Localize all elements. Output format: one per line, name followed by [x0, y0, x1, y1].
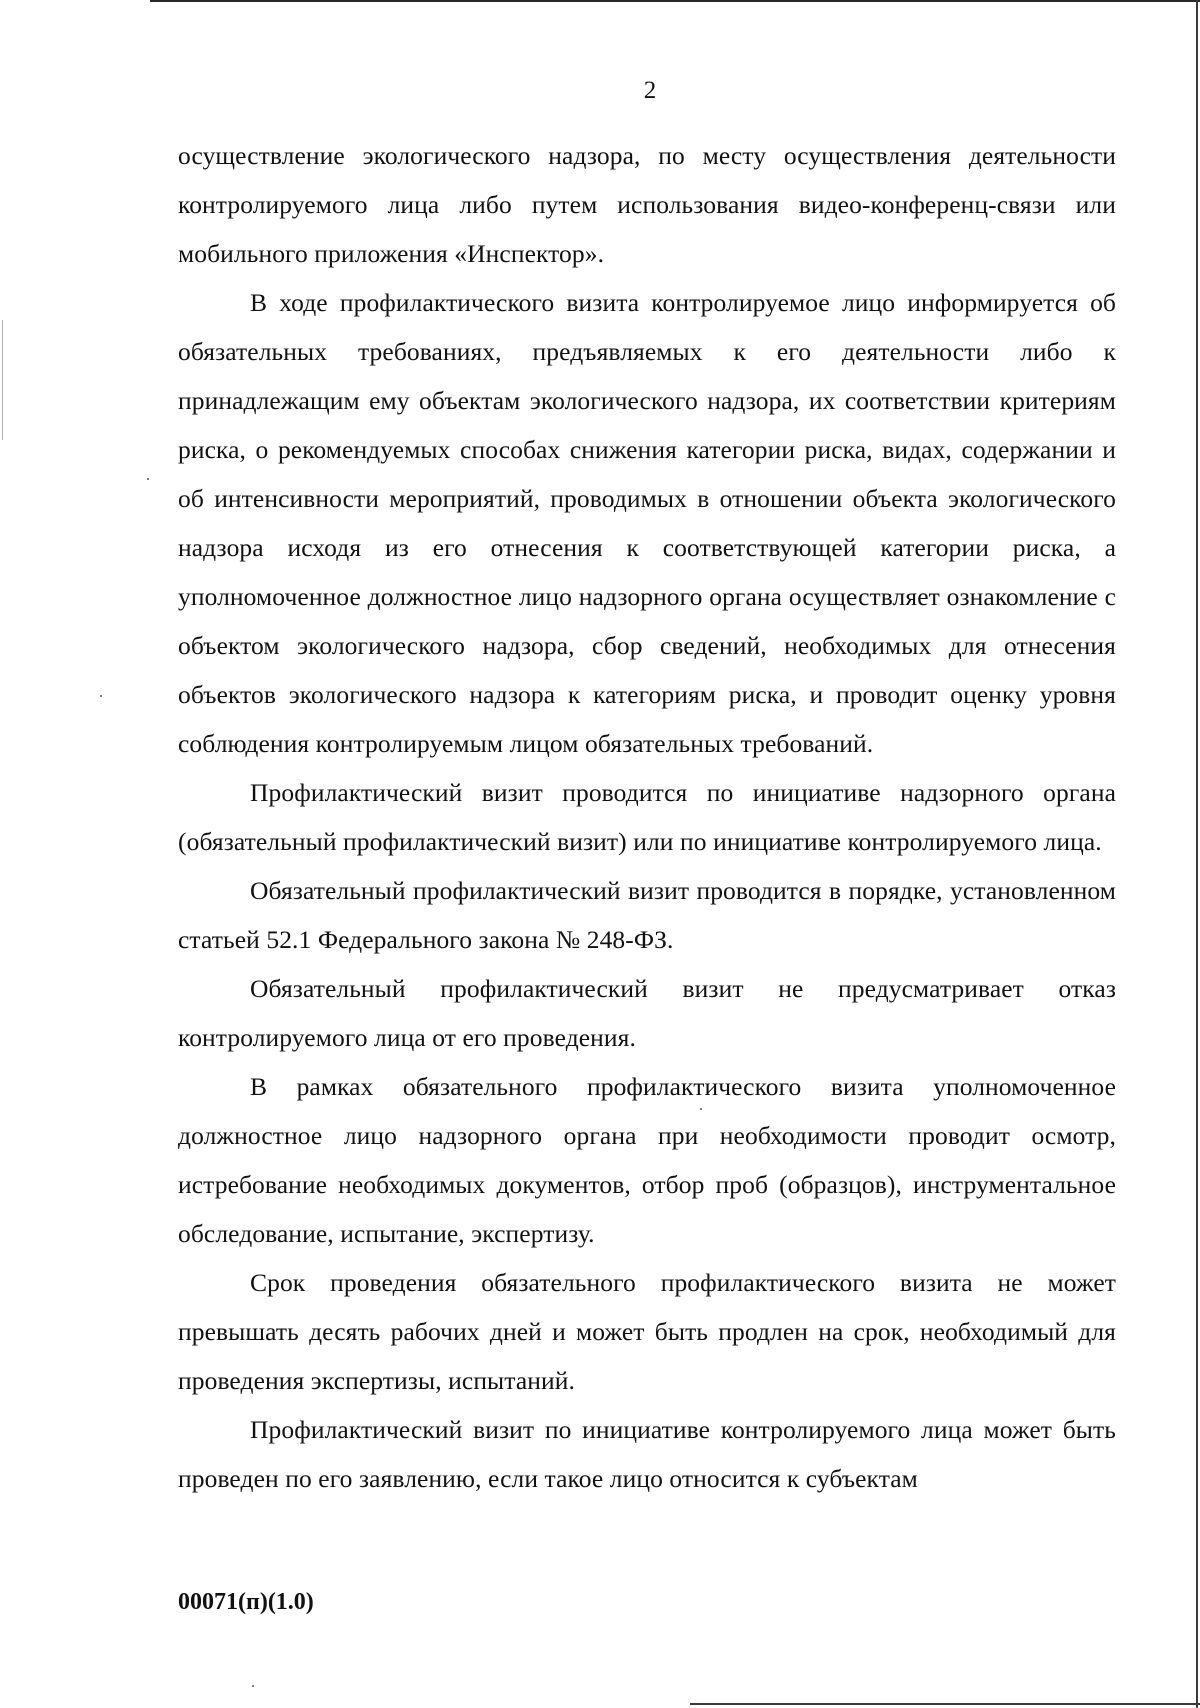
page-number: 2: [643, 77, 657, 104]
scan-edge-right: [1196, 0, 1198, 1708]
paragraph-7: Срок проведения обязательного профилактического визита не может превышать десять рабочих дней и может быть продлен на срок, необходимый для проведения экспертизы, испытаний.: [178, 1268, 1116, 1395]
paragraph-6: В рамках обязательного профилактического визита уполномоченное должностное лицо надзорного органа при необходимости проводит осмотр, истребование необходимых документов, отбор проб (образцов), инструментальное обследование, испытание, экспертизу.: [178, 1072, 1116, 1248]
scan-edge-bottom: [690, 1703, 1200, 1705]
scan-speck: [147, 478, 149, 480]
paragraph-5: Обязательный профилактический визит не предусматривает отказ контролируемого лица от его проведения.: [178, 974, 1116, 1052]
paragraph-3: Профилактический визит проводится по инициативе надзорного органа (обязательный профилактический визит) или по инициативе контролируемого лица.: [178, 778, 1116, 856]
scan-speck: [100, 695, 102, 697]
paragraph-2: В ходе профилактического визита контролируемое лицо информируется об обязательных требованиях, предъявляемых к его деятельности либо к принадлежащим ему объектам экологического надзора, их соответствии критериям риска, о рекомендуемых способах снижения категории риска, видах, содержании и об интенсивности мероприятий, проводимых в отношении объекта экологического надзора исходя из его отнесения к соответствующей категории риска, а уполномоченное должностное лицо надзорного органа осуществляет ознакомление с объектом экологического надзора, сбор сведений, необходимых для отнесения объектов экологического надзора к категориям риска, и проводит оценку уровня соблюдения контролируемым лицом обязательных требований.: [178, 288, 1116, 758]
footer-document-code: 00071(п)(1.0): [178, 1589, 314, 1615]
scan-speck: [252, 1685, 254, 1687]
paragraph-4: Обязательный профилактический визит проводится в порядке, установленном статьей 52.1 Федерального закона № 248-ФЗ.: [178, 876, 1116, 954]
body-text: [178, 131, 1116, 1503]
paragraph-8: Профилактический визит по инициативе контролируемого лица может быть проведен по его заявлению, если такое лицо относится к субъектам: [178, 1415, 1116, 1493]
paragraph-1: осуществление экологического надзора, по месту осуществления деятельности контролируемого лица либо путем использования видео-конференц-связи или мобильного приложения «Инспектор».: [178, 141, 1116, 268]
scan-edge-top: [150, 0, 1200, 2]
scan-edge-left: [2, 320, 3, 440]
